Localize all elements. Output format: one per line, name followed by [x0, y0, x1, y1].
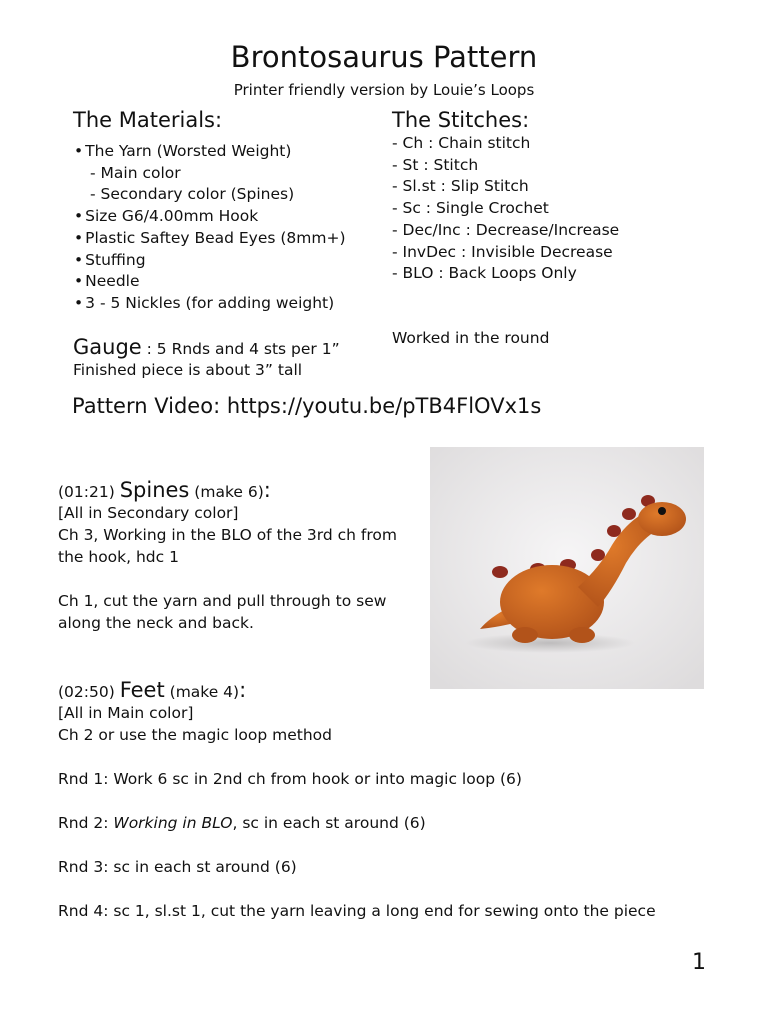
feet-round-2-italic: Working in BLO	[113, 814, 233, 832]
feet-count: (make 4)	[164, 683, 240, 701]
stitch-item: - BLO : Back Loops Only	[392, 264, 577, 283]
stitch-item: - St : Stitch	[392, 155, 479, 174]
gauge-line	[73, 337, 340, 360]
materials-item-yarn: • The Yarn (Worsted Weight)	[74, 141, 346, 163]
stitches-heading: The Stitches:	[392, 108, 530, 132]
materials-item: • Stuffing	[74, 250, 346, 272]
feet-colon: :	[239, 678, 247, 702]
feet-heading	[58, 678, 718, 702]
feet-round-2	[58, 812, 718, 834]
worked-in-round-note: Worked in the round	[392, 329, 550, 347]
brontosaurus-illustration	[430, 447, 704, 689]
stitch-item: - Dec/Inc : Decrease/Increase	[392, 220, 620, 239]
feet-start: Ch 2 or use the magic loop method	[58, 726, 332, 744]
materials-item: • Needle	[74, 271, 346, 293]
materials-item: • 3 - 5 Nickles (for adding weight)	[74, 293, 346, 315]
feet-color-note: [All in Main color]	[58, 704, 194, 722]
feet-round-3: Rnd 3: sc in each st around (6)	[58, 858, 297, 876]
spines-instruction: Ch 3, Working in the BLO of the 3rd ch from the hook, hdc 1	[58, 526, 398, 566]
spines-finish: Ch 1, cut the yarn and pull through to sew along the neck and back.	[58, 592, 387, 632]
gauge-label: Gauge	[73, 335, 142, 359]
feet-section	[58, 678, 718, 944]
spines-colon: :	[263, 478, 271, 502]
gauge-value: : 5 Rnds and 4 sts per 1”	[141, 340, 340, 358]
feet-round-2-rest: , sc in each st around (6)	[232, 814, 426, 832]
materials-item: • Plastic Saftey Bead Eyes (8mm+)	[74, 228, 346, 250]
gauge-block	[73, 337, 340, 381]
spines-heading	[58, 478, 423, 502]
materials-heading: The Materials:	[73, 108, 223, 132]
page-subtitle: Printer friendly version by Louie’s Loops	[233, 81, 535, 99]
feet-round-1: Rnd 1: Work 6 sc in 2nd ch from hook or into magic loop (6)	[58, 770, 522, 788]
finished-size: Finished piece is about 3” tall	[73, 361, 303, 379]
stitches-list	[392, 133, 619, 285]
materials-list	[74, 141, 346, 315]
spines-color-note: [All in Secondary color]	[58, 504, 239, 522]
page-title: Brontosaurus Pattern	[230, 40, 538, 74]
feet-name: Feet	[119, 678, 165, 702]
spines-time: (01:21)	[58, 483, 120, 501]
materials-subitem-secondary-color: - Secondary color (Spines)	[90, 185, 295, 204]
spines-count: (make 6)	[189, 483, 264, 501]
spines-section	[58, 478, 423, 634]
page-number: 1	[692, 950, 706, 975]
brontosaurus-photo	[430, 447, 704, 689]
materials-item: • Size G6/4.00mm Hook	[74, 206, 346, 228]
pattern-video-link[interactable]: Pattern Video: https://youtu.be/pTB4FlOVx1s	[72, 394, 542, 418]
spines-name: Spines	[119, 478, 190, 502]
feet-round-4: Rnd 4: sc 1, sl.st 1, cut the yarn leaving a long end for sewing onto the piece	[58, 902, 656, 920]
stitch-item: - Sl.st : Slip Stitch	[392, 177, 529, 196]
materials-subitem-main-color: - Main color	[90, 163, 181, 182]
stitch-item: - Sc : Single Crochet	[392, 199, 549, 218]
stitch-item: - Ch : Chain stitch	[392, 134, 531, 152]
feet-round-2-prefix: Rnd 2:	[58, 814, 114, 832]
feet-time: (02:50)	[58, 683, 120, 701]
stitch-item: - InvDec : Invisible Decrease	[392, 242, 613, 261]
